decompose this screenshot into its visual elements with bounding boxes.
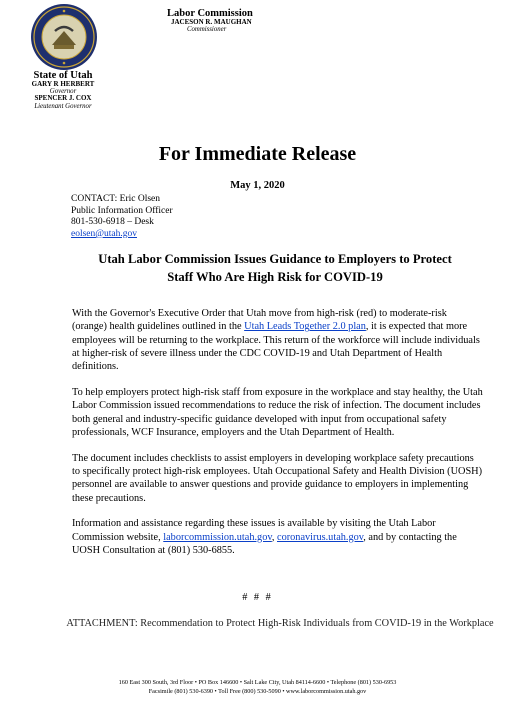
coronavirus-link[interactable]: coronavirus.utah.gov <box>277 531 364 543</box>
lt-governor-title: Lieutenant Governor <box>34 102 92 110</box>
state-name: State of Utah <box>33 70 93 81</box>
commissioner-name: JACESON R. MAUGHAN <box>171 18 252 27</box>
utah-leads-together-link[interactable]: Utah Leads Together 2.0 plan <box>244 321 366 333</box>
contact-name: CONTACT: Eric Olsen <box>71 194 161 204</box>
contact-phone: 801-530-6918 – Desk <box>71 217 154 228</box>
release-date: May 1, 2020 <box>230 180 285 191</box>
state-block <box>4 70 122 110</box>
state-seal-icon <box>30 3 98 71</box>
governor-title: Governor <box>49 88 77 96</box>
paragraph-3: The document includes checklists to assist employers in developing workplace safety precautions to specifically protect high-risk employees. Utah Occupational Safety and Health Division (UOSH) personnel are available to answer questions and provide guidance to employers in implementing these precautions. <box>72 452 483 504</box>
paragraph-2: To help employers protect high-risk staff from exposure in the workplace and stay healthy, the Utah Labor Commission issued recommendations to reduce the risk of infection. The document includes both general and industry-specific guidance developed with input from occupational safety professionals, WCF Insurance, employers and the Utah Department of Health. <box>72 386 483 438</box>
headline-line-1: Utah Labor Commission Issues Guidance to Employers to Protect <box>98 252 452 266</box>
commissioner-title: Commissioner <box>187 26 227 34</box>
agency-name: Labor Commission <box>167 8 253 19</box>
end-marks: # # # <box>242 592 273 603</box>
lt-governor-name: SPENCER J. COX <box>34 94 92 103</box>
body-text <box>72 307 484 570</box>
paragraph-1-text: With the Governor's Executive Order that Utah move from high-risk (red) to moderate-risk (orange) health guidelines outlined in the <box>72 308 447 333</box>
contact-block <box>71 194 173 240</box>
contact-email-link[interactable]: eolsen@utah.gov <box>71 228 137 239</box>
footer <box>0 678 515 697</box>
headline-line-2: Staff Who Are High Risk for COVID-19 <box>167 270 383 284</box>
paragraph-4-text: Information and assistance regarding these issues is available by visiting the Utah Labor Commission website, <box>72 518 436 543</box>
agency-block <box>167 8 253 33</box>
headline <box>40 250 510 286</box>
paragraph-4-sep: , <box>271 531 277 543</box>
attachment-note: ATTACHMENT: Recommendation to Protect High-Risk Individuals from COVID-19 in the Workplace <box>66 618 494 629</box>
contact-title: Public Information Officer <box>71 205 173 216</box>
governor-name: GARY R HERBERT <box>31 80 95 89</box>
footer-address: 160 East 300 South, 3rd Floor • PO Box 146600 • Salt Lake City, Utah 84114-6600 • Telephone (801) 530-6953 <box>118 679 397 686</box>
footer-contact: Facsimile (801) 530-6390 • Toll Free (800) 530-5090 • www.laborcommission.utah.gov <box>148 688 367 696</box>
paragraph-1 <box>72 307 484 373</box>
paragraph-1-text-end: , it is expected that more employees will be returning to the workplace. This return of the workforce will include individuals at higher-risk of severe illness under the CDC COVID-19 and Utah Department of Health definitions. <box>72 321 480 373</box>
paragraph-4 <box>72 517 484 557</box>
release-label: For Immediate Release <box>158 143 357 165</box>
laborcommission-link[interactable]: laborcommission.utah.gov <box>163 531 272 543</box>
paragraph-4-text-end: , and by contacting the UOSH Consultation at (801) 530-6855. <box>72 531 457 556</box>
